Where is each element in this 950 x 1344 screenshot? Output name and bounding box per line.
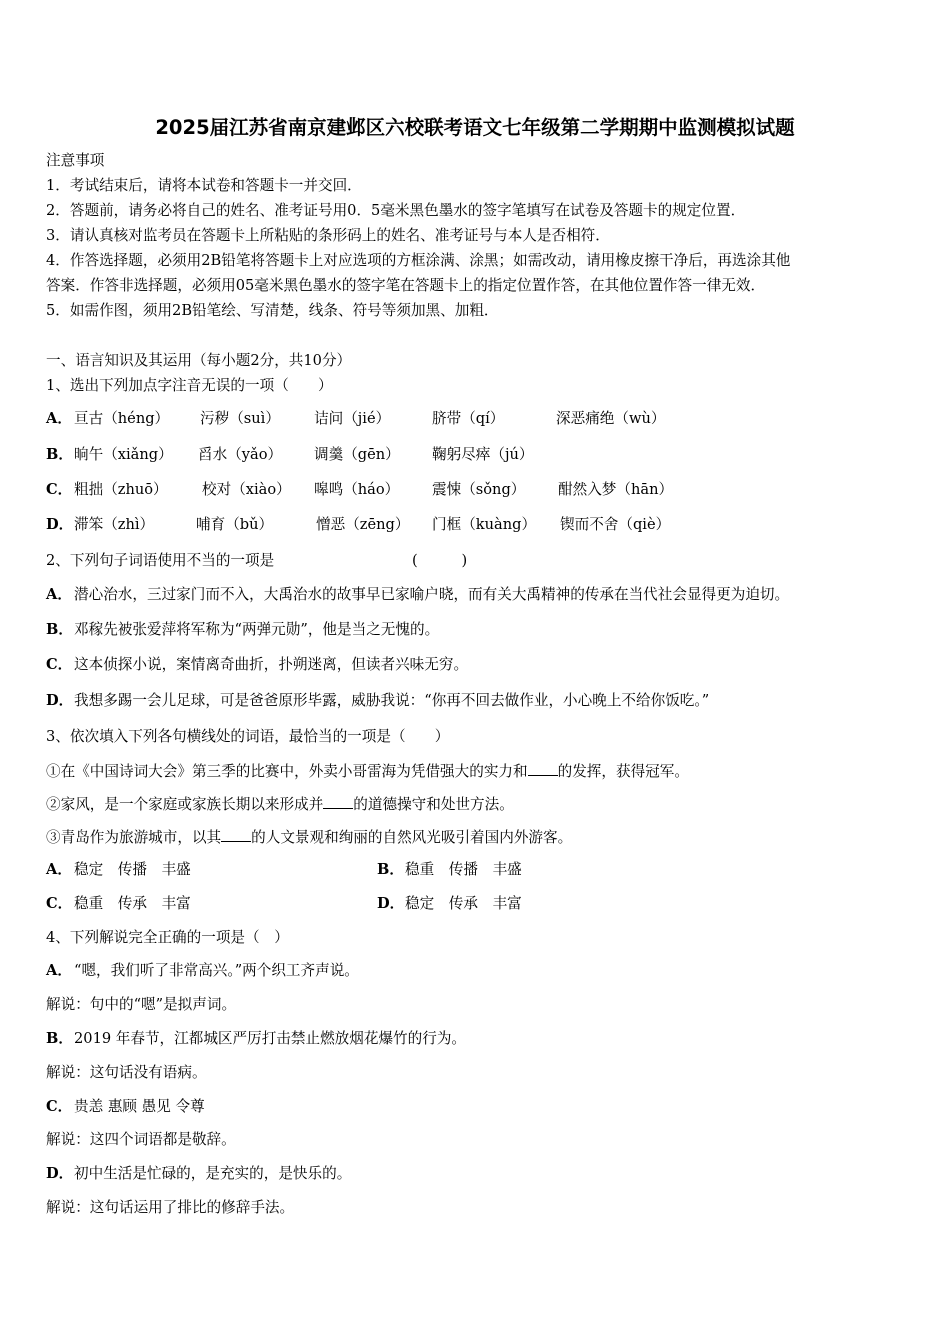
option-letter: B． [46, 446, 73, 463]
option-text: 贵恙 惠顾 愚见 令尊 [74, 1098, 205, 1115]
notice-item: 答案．作答非选择题，必须用05毫米黑色墨水的签字笔在答题卡上的指定位置作答，在其他位置作答一律无效． [46, 277, 766, 294]
section-heading: 一、语言知识及其运用（每小题2分，共10分） [46, 352, 352, 369]
option-text: 稳定 传播 丰盛 [74, 861, 191, 878]
option-letter: B． [377, 861, 404, 878]
option-word: 晌午（xiǎng） [74, 446, 173, 463]
option-letter: C． [46, 895, 73, 912]
option-letter: B． [46, 1030, 73, 1047]
option-text: 2019 年春节，江都城区严厉打击禁止燃放烟花爆竹的行为。 [74, 1030, 467, 1047]
option-letter: D． [46, 1165, 74, 1182]
notice-item: 3．请认真核对监考员在答题卡上所粘贴的条形码上的姓名、准考证号与本人是否相符． [46, 227, 610, 244]
option-word: 哺育（bǔ） [196, 516, 274, 533]
notice-item: 5．如需作图，须用2B铅笔绘、写清楚，线条、符号等须加黑、加粗． [46, 302, 499, 319]
fill-blank [221, 827, 251, 842]
option-word: 锲而不舍（qiè） [560, 516, 671, 533]
sentence-part: ①在《中国诗词大会》第三季的比赛中，外卖小哥雷海为凭借强大的实力和 [46, 763, 528, 780]
option-letter: A． [46, 861, 72, 878]
sentence-part: ②家风，是一个家庭或家族长期以来形成并 [46, 796, 324, 813]
option-word: 诘问（jié） [314, 410, 391, 427]
option-text: 这本侦探小说，案情离奇曲折，扑朔迷离，但读者兴味无穷。 [74, 656, 469, 673]
option-word: 校对（xiào） [202, 481, 291, 498]
option-text: 稳重 传承 丰富 [74, 895, 191, 912]
option-word: 憎恶（zēng） [316, 516, 410, 533]
option-letter: A． [46, 962, 72, 979]
option-word: 震悚（sǒng） [432, 481, 526, 498]
notice-heading: 注意事项 [46, 152, 105, 169]
option-word: 污秽（suì） [200, 410, 280, 427]
option-word: 酣然入梦（hān） [558, 481, 674, 498]
option-letter: C． [46, 656, 73, 673]
question-3-stem: 3、依次填入下列各句横线处的词语，最恰当的一项是（ ） [46, 728, 450, 745]
option-letter: D． [46, 692, 74, 709]
option-word: 嗥鸣（háo） [314, 481, 400, 498]
option-word: 滞笨（zhì） [74, 516, 155, 533]
question-2-stem: 2、下列句子词语使用不当的一项是 [46, 552, 275, 569]
sentence-part: ③青岛作为旅游城市，以其 [46, 829, 222, 846]
option-word: 亘古（héng） [74, 410, 170, 427]
option-text: “嗯，我们听了非常高兴。”两个织工齐声说。 [74, 962, 359, 979]
sentence-3 [46, 827, 572, 848]
explanation-text: 解说：这句话运用了排比的修辞手法。 [46, 1199, 295, 1216]
sentence-part: 的道德操守和处世方法。 [353, 796, 514, 813]
option-word: 门框（kuàng） [432, 516, 537, 533]
option-text: 潜心治水，三过家门而不入，大禹治水的故事早已家喻户晓，而有关大禹精神的传承在当代社会显得更为迫切。 [74, 586, 790, 603]
option-text: 稳定 传承 丰富 [405, 895, 522, 912]
explanation-text: 解说：这四个词语都是敬辞。 [46, 1131, 236, 1148]
notice-item: 1．考试结束后，请将本试卷和答题卡一并交回． [46, 177, 362, 194]
option-word: 粗拙（zhuō） [74, 481, 168, 498]
question-1-stem: 1、选出下列加点字注音无误的一项（ ） [46, 377, 333, 394]
option-letter: C． [46, 481, 73, 498]
notice-item: 2．答题前，请务必将自己的姓名、准考证号用0．5毫米黑色墨水的签字笔填写在试卷及答题卡的规定位置． [46, 202, 746, 219]
sentence-part: 的人文景观和绚丽的自然风光吸引着国内外游客。 [251, 829, 573, 846]
option-word: 深恶痛绝（wù） [556, 410, 666, 427]
sentence-part: 的发挥，获得冠军。 [557, 763, 689, 780]
option-letter: C． [46, 1098, 73, 1115]
notice-item: 4．作答选择题，必须用2B铅笔将答题卡上对应选项的方框涂满、涂黑；如需改动，请用橡皮擦干净后，再选涂其他 [46, 252, 791, 269]
option-text: 我想多踢一会儿足球，可是爸爸原形毕露，威胁我说：“你再不回去做作业，小心晚上不给你饭吃。” [74, 692, 710, 709]
explanation-text: 解说：句中的“嗯”是拟声词。 [46, 996, 237, 1013]
sentence-1 [46, 761, 689, 782]
option-text: 初中生活是忙碌的，是充实的，是快乐的。 [74, 1165, 352, 1182]
option-word: 脐带（qí） [432, 410, 505, 427]
option-letter: A． [46, 410, 72, 427]
option-letter: A． [46, 586, 72, 603]
answer-paren: ( ) [412, 552, 468, 569]
page-title: 2025届江苏省南京建邺区六校联考语文七年级第二学期期中监测模拟试题 [155, 116, 795, 139]
option-letter: D． [46, 516, 74, 533]
option-letter: D． [377, 895, 405, 912]
option-word: 舀水（yǎo） [198, 446, 283, 463]
fill-blank [528, 761, 558, 776]
fill-blank [323, 794, 353, 809]
option-word: 鞠躬尽瘁（jú） [432, 446, 534, 463]
option-text: 稳重 传播 丰盛 [405, 861, 522, 878]
option-letter: B． [46, 621, 73, 638]
question-4-stem: 4、下列解说完全正确的一项是（ ） [46, 929, 289, 946]
option-word: 调羹（gēn） [314, 446, 400, 463]
explanation-text: 解说：这句话没有语病。 [46, 1064, 207, 1081]
option-text: 邓稼先被张爱萍将军称为“两弹元勋”，他是当之无愧的。 [74, 621, 440, 638]
sentence-2 [46, 794, 514, 815]
